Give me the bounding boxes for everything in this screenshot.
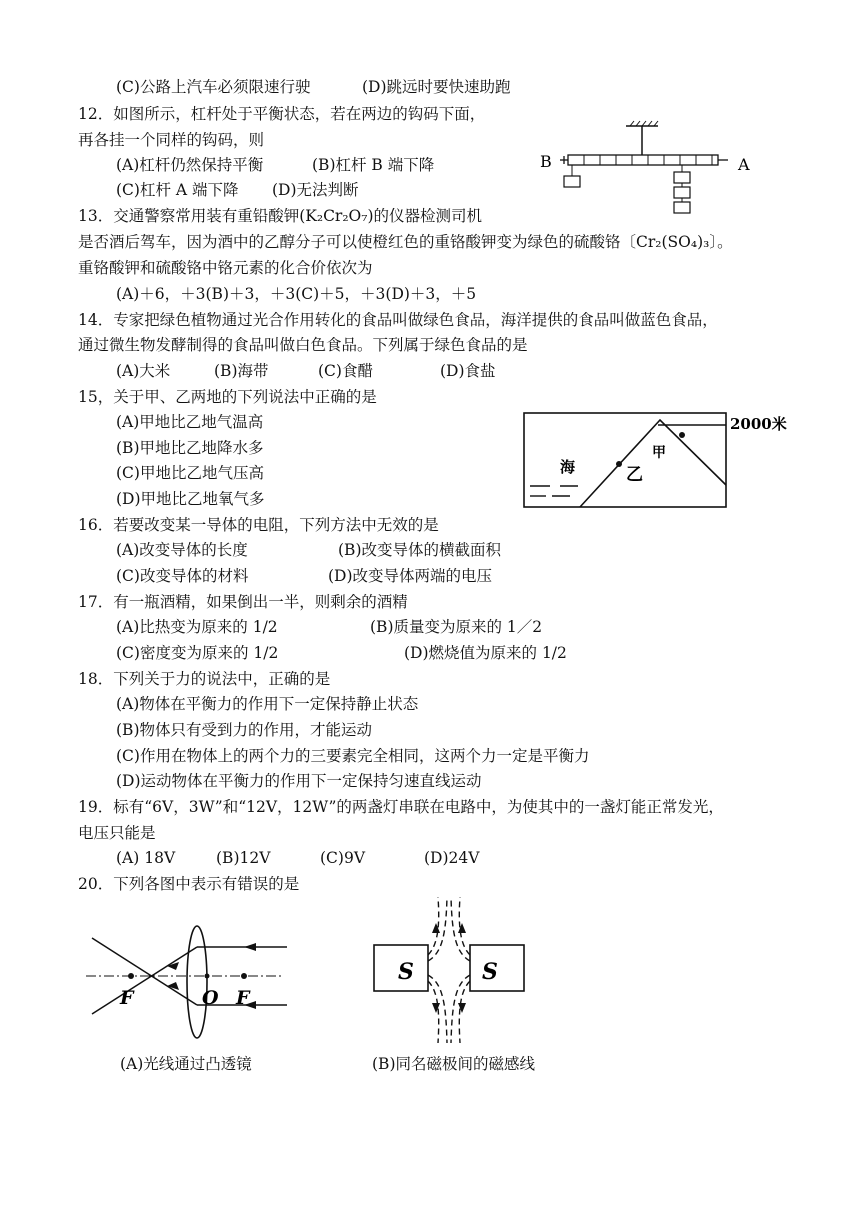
q17-option-d: (D)燃烧值为原来的 1/2 — [404, 644, 567, 662]
q14-option-d: (D)食盐 — [440, 362, 496, 380]
q16-option-c: (C)改变导体的材料 — [116, 567, 249, 585]
q18-option-b: (B)物体只有受到力的作用，才能运动 — [116, 721, 372, 739]
q11-option-d: (D)跳远时要快速助跑 — [362, 78, 511, 96]
q19-option-c: (C)9V — [320, 849, 366, 867]
jia-label: 甲 — [652, 445, 666, 461]
q14-option-b: (B)海带 — [214, 362, 269, 380]
q18-stem: 18．下列关于力的说法中，正确的是 — [78, 670, 331, 688]
q18-option-d: (D)运动物体在平衡力的作用下一定保持匀速直线运动 — [116, 772, 482, 790]
q15-option-b: (B)甲地比乙地降水多 — [116, 439, 264, 457]
q15-stem: 15，关于甲、乙两地的下列说法中正确的是 — [78, 388, 377, 406]
q15-option-d: (D)甲地比乙地氧气多 — [116, 490, 265, 508]
q17-stem: 17．有一瓶酒精，如果倒出一半，则剩余的酒精 — [78, 593, 408, 611]
q17-option-b: (B)质量变为原来的 1／2 — [370, 618, 543, 636]
q19-option-b: (B)12V — [216, 849, 271, 867]
q12-option-a: (A)杠杆仍然保持平衡 — [116, 156, 264, 174]
q20-stem: 20．下列各图中表示有错误的是 — [78, 875, 300, 893]
q18-option-a: (A)物体在平衡力的作用下一定保持静止状态 — [116, 695, 419, 713]
center-label-o: O — [202, 987, 219, 1009]
q13-stem-line1: 13．交通警察常用装有重铅酸钾(K₂Cr₂O₇)的仪器检测司机 — [78, 207, 483, 225]
q13-stem-line2: 是否酒后驾车，因为酒中的乙醇分子可以使橙红色的重铬酸钾变为绿色的硫酸铬〔Cr₂(SO₄)₃〕。 — [78, 233, 733, 251]
height-label: 2000米 — [730, 415, 787, 433]
q15-option-a: (A)甲地比乙地气温高 — [116, 413, 264, 431]
fig-b-caption: (B)同名磁极间的磁感线 — [372, 1055, 535, 1073]
magnet-right-s: S — [482, 959, 498, 985]
q13-stem-line3: 重铬酸钾和硫酸铬中铬元素的化合价依次为 — [78, 259, 373, 277]
q16-stem: 16．若要改变某一导体的电阻，下列方法中无效的是 — [78, 516, 439, 534]
focal-label-left: F — [120, 987, 134, 1009]
q19-option-d: (D)24V — [424, 849, 480, 867]
q12-stem-line1: 12．如图所示，杠杆处于平衡状态，若在两边的钩码下面， — [78, 105, 486, 123]
convex-lens-diagram — [84, 924, 294, 1044]
q13-options: (A)＋6，＋3(B)＋3，＋3(C)＋5，＋3(D)＋3，＋5 — [116, 285, 477, 303]
q12-option-b: (B)杠杆 B 端下降 — [312, 156, 435, 174]
focal-label-right: F — [236, 987, 250, 1009]
q14-stem-line1: 14．专家把绿色植物通过光合作用转化的食品叫做绿色食品，海洋提供的食品叫做蓝色食品， — [78, 311, 718, 329]
q19-stem-line1: 19．标有“6V，3W”和“12V，12W”的两盏灯串联在电路中，为使其中的一盏灯能正常发光， — [78, 798, 724, 816]
yi-label: 乙 — [626, 465, 643, 485]
q16-option-d: (D)改变导体两端的电压 — [328, 567, 493, 585]
magnet-field-diagram — [370, 895, 550, 1045]
q14-stem-line2: 通过微生物发酵制得的食品叫做白色食品。下列属于绿色食品的是 — [78, 336, 528, 354]
fig-a-caption: (A)光线通过凸透镜 — [120, 1055, 252, 1073]
q17-option-a: (A)比热变为原来的 1/2 — [116, 618, 278, 636]
q18-option-c: (C)作用在物体上的两个力的三要素完全相同，这两个力一定是平衡力 — [116, 747, 590, 765]
lever-label-b: B — [540, 152, 552, 171]
q12-option-d: (D)无法判断 — [272, 181, 359, 199]
q19-option-a: (A) 18V — [116, 849, 176, 867]
q15-option-c: (C)甲地比乙地气压高 — [116, 464, 264, 482]
q17-option-c: (C)密度变为原来的 1/2 — [116, 644, 279, 662]
magnet-left-s: S — [398, 959, 414, 985]
lever-label-a: A — [738, 155, 750, 174]
q14-option-a: (A)大米 — [116, 362, 171, 380]
q12-option-c: (C)杠杆 A 端下降 — [116, 181, 239, 199]
q19-stem-line2: 电压只能是 — [78, 824, 156, 842]
q16-option-b: (B)改变导体的横截面积 — [338, 541, 501, 559]
sea-label: 海 — [560, 458, 576, 476]
q11-option-c: (C)公路上汽车必须限速行驶 — [116, 78, 311, 96]
lever-diagram — [530, 118, 790, 218]
q16-option-a: (A)改变导体的长度 — [116, 541, 248, 559]
q14-option-c: (C)食醋 — [318, 362, 373, 380]
q12-stem-line2: 再各挂一个同样的钩码，则 — [78, 131, 265, 149]
mountain-diagram — [522, 410, 792, 510]
